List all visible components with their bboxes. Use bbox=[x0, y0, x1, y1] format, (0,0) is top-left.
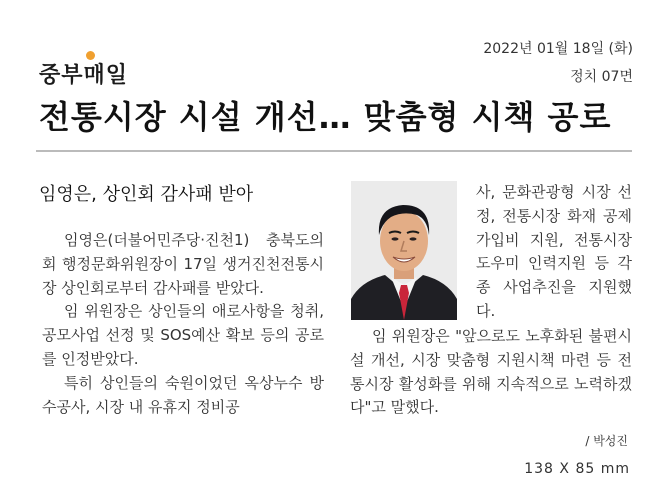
paragraph-3: 특히 상인들의 숙원이었던 옥상누수 방수공사, 시장 내 유휴지 정비공 bbox=[42, 373, 324, 416]
portrait-illustration bbox=[351, 181, 457, 320]
logo-accent-dot bbox=[86, 51, 95, 60]
clip-size: 138 X 85 mm bbox=[524, 461, 630, 477]
portrait-photo bbox=[351, 181, 457, 320]
right-column-bottom bbox=[350, 325, 632, 420]
right-column-top bbox=[476, 181, 632, 324]
subheadline: 임영은, 상인회 감사패 받아 bbox=[39, 184, 254, 205]
paragraph-continued: 사, 문화관광형 시장 선정, 전통시장 화재 공제 가입비 지원, 전통시장 도우미 인력지원 등 각종 사업추진을 지원했다. bbox=[476, 183, 632, 320]
paragraph-2: 임 위원장은 상인들의 애로사항을 청취, 공모사업 선정 및 SOS예산 확보 등의 공로를 인정받았다. bbox=[42, 302, 324, 368]
publication-date: 2022년 01월 18일 (화) bbox=[483, 41, 633, 57]
byline: / 박성진 bbox=[585, 434, 628, 448]
left-column bbox=[42, 229, 324, 419]
headline-divider bbox=[36, 150, 632, 152]
section-page: 정치 07면 bbox=[570, 69, 633, 85]
newspaper-logo: 중부매일 bbox=[39, 63, 129, 88]
headline: 전통시장 시설 개선… 맞춤형 시책 공로 bbox=[39, 98, 612, 136]
paragraph-quote: 임 위원장은 "앞으로도 노후화된 불편시설 개선, 시장 맞춤형 지원시책 마련 등 전통시장 활성화를 위해 지속적으로 노력하겠다"고 말했다. bbox=[350, 327, 632, 417]
paragraph-1: 임영은(더불어민주당·진천1) 충북도의회 행정문화위원장이 17일 생거진천전통시장 상인회로부터 감사패를 받았다. bbox=[42, 231, 324, 297]
